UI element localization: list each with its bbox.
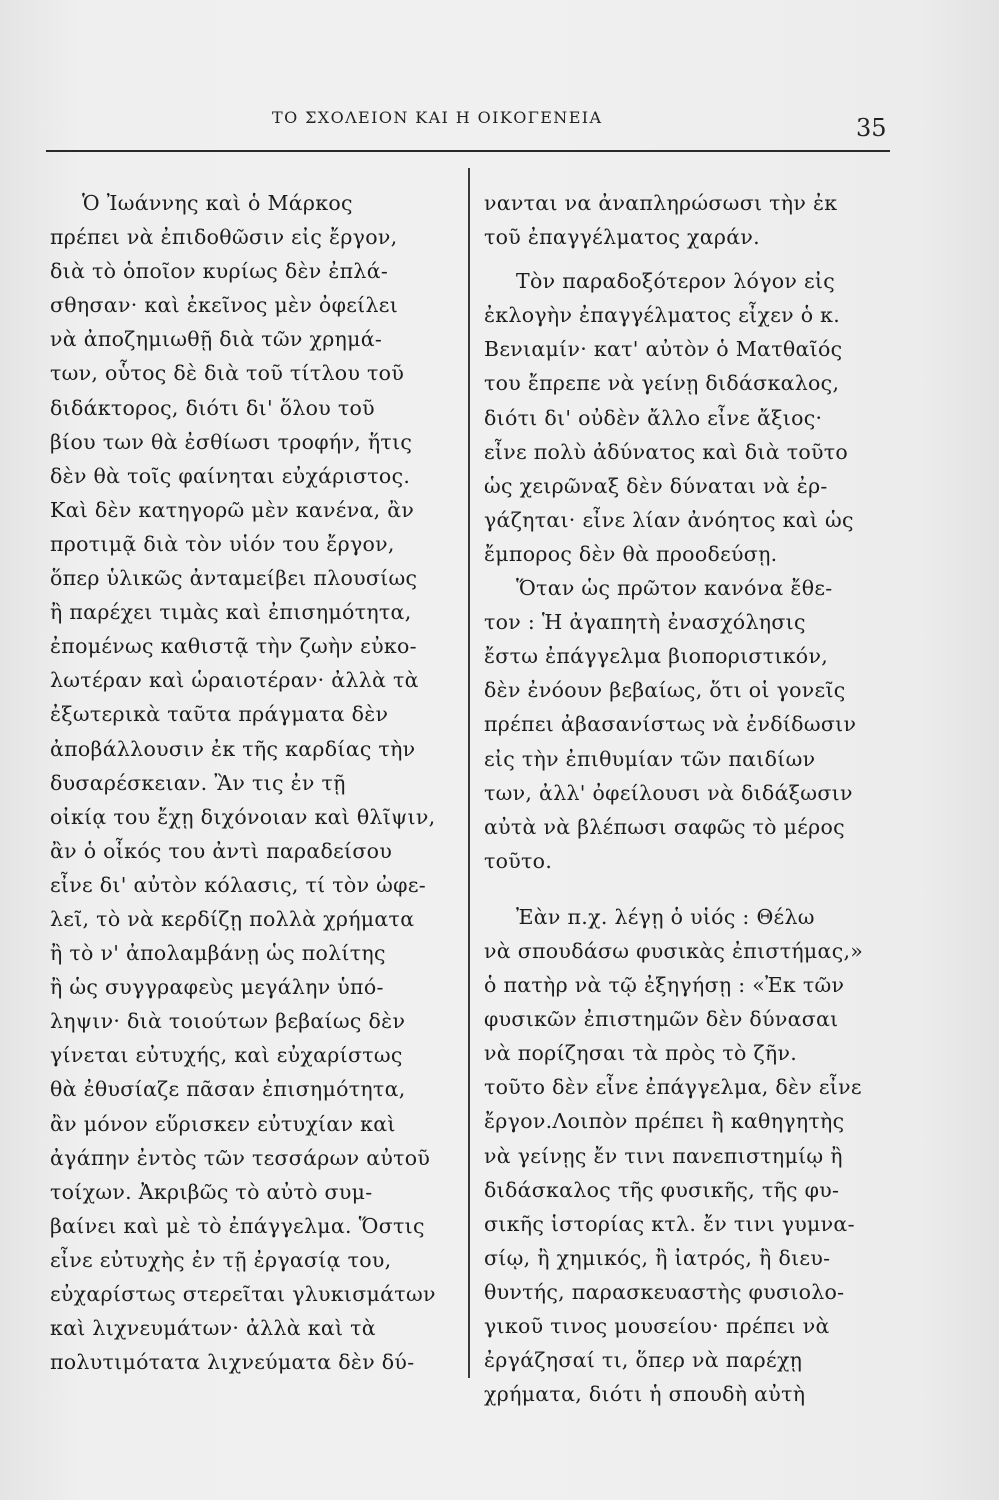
text-line: διότι δι' οὐδὲν ἄλλο εἶνε ἄξιος· xyxy=(484,405,823,430)
text-line: ἀγάπην ἐντὸς τῶν τεσσάρων αὐτοῦ xyxy=(50,1145,431,1170)
text-line: διὰ τὸ ὁποῖον κυρίως δὲν ἐπλά- xyxy=(50,259,389,284)
text-line: των, ἀλλ' ὀφείλουσι νὰ διδάξωσιν xyxy=(484,780,853,805)
text-line: Ὅταν ὡς πρῶτον κανόνα ἔθε- xyxy=(516,576,833,601)
header-rule xyxy=(46,150,890,152)
right-text-column xyxy=(484,186,892,1411)
page-number: 35 xyxy=(856,114,887,142)
text-line: Ὁ Ἰωάννης καὶ ὁ Μάρκος xyxy=(82,191,353,215)
text-line: νὰ πορίζησαι τὰ πρὸς τὸ ζῆν. xyxy=(484,1041,798,1066)
text-line: διδάσκαλος τῆς φυσικῆς, τῆς φυ- xyxy=(484,1177,840,1202)
text-line: σίῳ, ἢ χημικός, ἢ ἰατρός, ἢ διευ- xyxy=(484,1245,831,1270)
text-line: ὡς χειρῶναξ δὲν δύναται νὰ ἐρ- xyxy=(484,473,828,498)
text-line: νὰ ἀποζημιωθῇ διὰ τῶν χρημά- xyxy=(50,327,383,352)
text-line: εὐχαρίστως στερεῖται γλυκισμάτων xyxy=(50,1282,436,1306)
text-line: θὰ ἐθυσίαζε πᾶσαν ἐπισημότητα, xyxy=(50,1077,406,1102)
text-line: πολυτιμότατα λιχνεύματα δὲν δύ- xyxy=(50,1350,415,1375)
text-line: αὐτὰ νὰ βλέπωσι σαφῶς τὸ μέρος xyxy=(484,814,845,839)
text-line: νὰ γείνῃς ἔν τινι πανεπιστημίῳ ἢ xyxy=(484,1143,843,1168)
text-line: δὲν ἐνόουν βεβαίως, ὅτι οἱ γονεῖς xyxy=(484,678,846,703)
text-line: ἐπομένως καθιστᾷ τὴν ζωὴν εὐκο- xyxy=(50,634,417,659)
text-line: ἢ ὡς συγγραφεὺς μεγάλην ὑπό- xyxy=(50,975,384,1000)
text-line: χρήματα, διότι ἡ σπουδὴ αὐτὴ xyxy=(484,1382,806,1407)
text-line: τοίχων. Ἀκριβῶς τὸ αὐτὸ συμ- xyxy=(50,1179,373,1204)
text-line: εἶνε εὐτυχὴς ἐν τῇ ἐργασίᾳ του, xyxy=(50,1247,392,1272)
text-line: ἐξωτερικὰ ταῦτα πράγματα δὲν xyxy=(50,702,389,727)
text-line: τον : Ἡ ἀγαπητὴ ἐνασχόλησις xyxy=(484,610,806,635)
text-line: ἐργάζησαί τι, ὅπερ νὰ παρέχῃ xyxy=(484,1348,803,1373)
text-line: ἔργον.Λοιπὸν πρέπει ἢ καθηγητὴς xyxy=(484,1109,845,1134)
text-line: βίου των θὰ ἐσθίωσι τροφήν, ἥτις xyxy=(50,429,413,454)
text-line: Βενιαμίν· κατ' αὐτὸν ὁ Ματθαῖός xyxy=(484,337,843,362)
text-line: του ἔπρεπε νὰ γείνῃ διδάσκαλος, xyxy=(484,371,840,396)
column-divider xyxy=(468,168,470,1378)
text-line: δυσαρέσκειαν. Ἂν τις ἐν τῇ xyxy=(50,770,346,795)
text-line: πρέπει ἀβασανίστως νὰ ἐνδίδωσιν xyxy=(484,712,857,737)
text-line: εἶνε πολὺ ἀδύνατος καὶ διὰ τοῦτο xyxy=(484,439,849,464)
text-line: προτιμᾷ διὰ τὸν υἱόν του ἔργον, xyxy=(50,531,395,556)
text-line: Ἐὰν π.χ. λέγῃ ὁ υἱός : Θέλω xyxy=(516,904,815,929)
text-line: ὁ πατὴρ νὰ τῷ ἐξηγήσῃ : «Ἐκ τῶν xyxy=(484,973,845,998)
text-line: τοῦτο. xyxy=(484,848,553,873)
text-line: γικοῦ τινος μουσείου· πρέπει νὰ xyxy=(484,1314,830,1338)
text-line: οἰκίᾳ του ἔχῃ διχόνοιαν καὶ θλῖψιν, xyxy=(50,804,436,829)
text-line: λεῖ, τὸ νὰ κερδίζῃ πολλὰ χρήματα xyxy=(50,906,415,931)
text-line: νανται να ἀναπληρώσωσι τὴν ἐκ xyxy=(484,191,838,215)
text-line: ληψιν· διὰ τοιούτων βεβαίως δὲν xyxy=(50,1009,406,1034)
text-line: των, οὗτος δὲ διὰ τοῦ τίτλου τοῦ xyxy=(50,361,405,386)
text-line: ἐκλογὴν ἐπαγγέλματος εἶχεν ὁ κ. xyxy=(484,303,841,328)
text-line: Καὶ δὲν κατηγορῶ μὲν κανένα, ἂν xyxy=(50,497,415,522)
text-line: τοῦ ἐπαγγέλματος χαράν. xyxy=(484,225,760,250)
text-line: σθησαν· καὶ ἐκεῖνος μὲν ὀφείλει xyxy=(50,293,399,318)
text-line: φυσικῶν ἐπιστημῶν δὲν δύνασαι xyxy=(484,1007,839,1032)
text-line: εἶνε δι' αὐτὸν κόλασις, τί τὸν ὠφε- xyxy=(50,872,426,897)
text-line: πρέπει νὰ ἐπιδοθῶσιν εἰς ἔργον, xyxy=(50,225,398,250)
text-line: δὲν θὰ τοῖς φαίνηται εὐχάριστος. xyxy=(50,463,411,488)
text-line: διδάκτορος, διότι δι' ὅλου τοῦ xyxy=(50,395,375,420)
text-line: νὰ σπουδάσω φυσικὰς ἐπιστήμας,» xyxy=(484,938,864,963)
text-line: θυντής, παρασκευαστὴς φυσιολο- xyxy=(484,1279,845,1304)
text-line: ἂν μόνον εὕρισκεν εὐτυχίαν καὶ xyxy=(50,1111,396,1136)
text-line: σικῆς ἱστορίας κτλ. ἔν τινι γυμνα- xyxy=(484,1211,855,1236)
text-line: ἂν ὁ οἶκός του ἀντὶ παραδείσου xyxy=(50,838,393,863)
text-line: καὶ λιχνευμάτων· ἀλλὰ καὶ τὰ xyxy=(50,1316,376,1341)
text-line: Τὸν παραδοξότερον λόγον εἰς xyxy=(516,269,836,294)
text-line: βαίνει καὶ μὲ τὸ ἐπάγγελμα. Ὅστις xyxy=(50,1213,425,1238)
running-title: ΤΟ ΣΧΟΛΕΙΟΝ ΚΑΙ Η ΟΙΚΟΓΕΝΕΙΑ xyxy=(272,108,603,127)
text-line: εἰς τὴν ἐπιθυμίαν τῶν παιδίων xyxy=(484,746,816,771)
text-line: γάζηται· εἶνε λίαν ἀνόητος καὶ ὡς xyxy=(484,507,854,532)
text-line: ἀποβάλλουσιν ἐκ τῆς καρδίας τὴν xyxy=(50,736,416,761)
text-line: ἔστω ἐπάγγελμα βιοποριστικόν, xyxy=(484,644,829,669)
text-line: ὅπερ ὑλικῶς ἀνταμείβει πλουσίως xyxy=(50,566,418,591)
text-line: ἢ παρέχει τιμὰς καὶ ἐπισημότητα, xyxy=(50,600,412,625)
text-line: ἢ τὸ ν' ἀπολαμβάνῃ ὡς πολίτης xyxy=(50,941,386,966)
text-line: ἔμπορος δὲν θὰ προοδεύσῃ. xyxy=(484,541,778,566)
text-line: τοῦτο δὲν εἶνε ἐπάγγελμα, δὲν εἶνε xyxy=(484,1075,862,1100)
text-line: λωτέραν καὶ ὡραιοτέραν· ἀλλὰ τὰ xyxy=(50,668,419,693)
text-line: γίνεται εὐτυχής, καὶ εὐχαρίστως xyxy=(50,1043,403,1068)
left-text-column xyxy=(50,186,455,1379)
